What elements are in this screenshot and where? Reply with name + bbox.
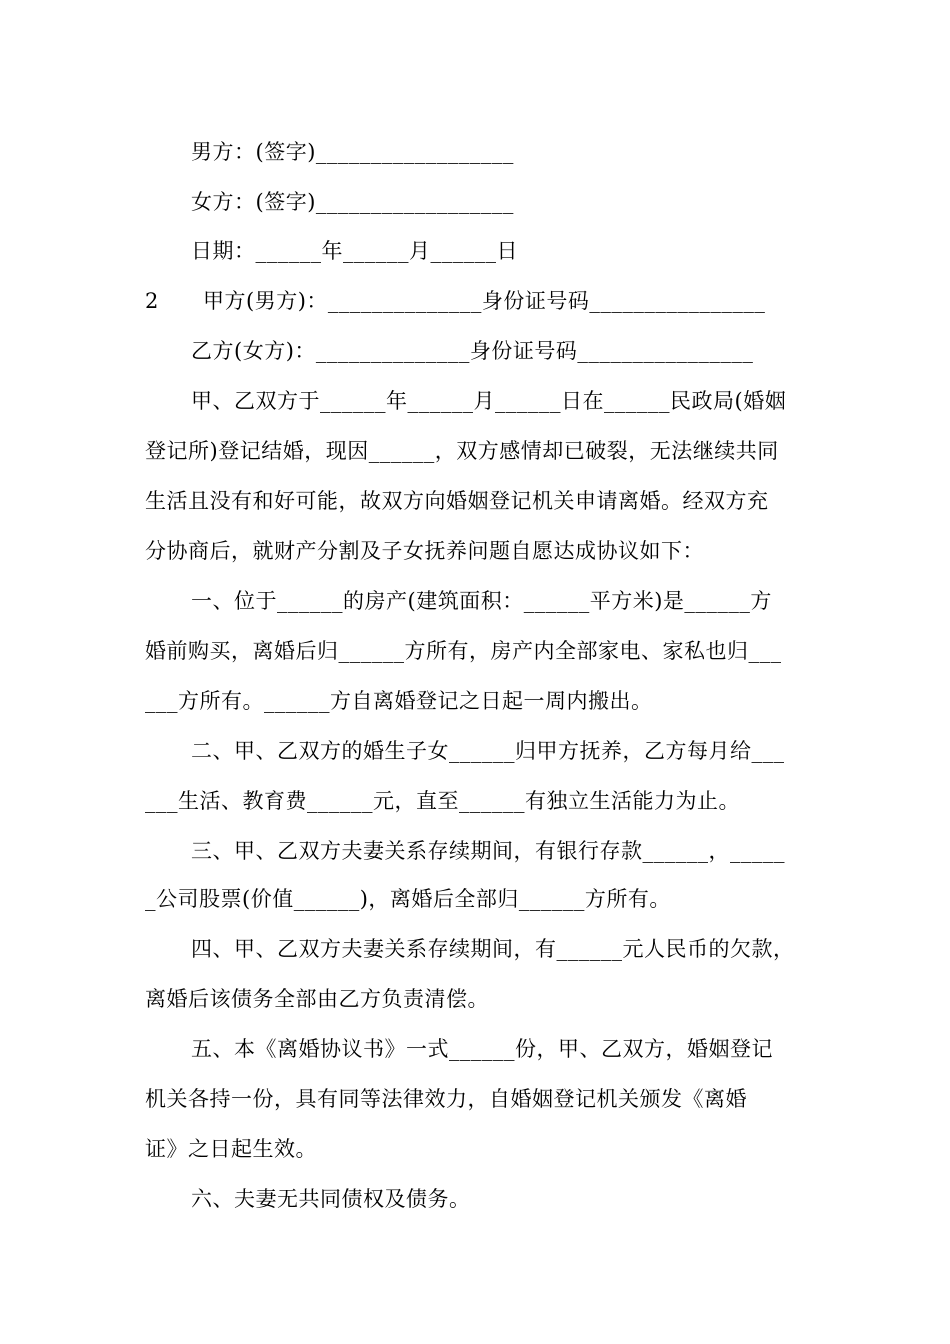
clause-1-line-1: 一、位于______的房产(建筑面积：______平方米)是______方 [191, 589, 772, 613]
clause-2-line-2: ___生活、教育费______元，直至______有独立生活能力为止。 [145, 789, 740, 813]
clause-3-line-2: _公司股票(价值______)，离婚后全部归______方所有。 [145, 887, 671, 911]
male-signature-line: 男方：(签字)__________________ [191, 140, 514, 164]
clause-3-line-1: 三、甲、乙双方夫妻关系存续期间，有银行存款______，_____ [191, 839, 785, 863]
clause-1-line-3: ___方所有。______方自离婚登记之日起一周内搬出。 [145, 689, 653, 713]
party-a-text: 甲方(男方)：______________身份证号码________________ [203, 289, 766, 313]
paragraph-intro-line-3: 生活且没有和好可能，故双方向婚姻登记机关申请离婚。经双方充 [145, 489, 769, 513]
section-number: 2 [145, 289, 159, 313]
paragraph-intro-line-1: 甲、乙双方于______年______月______日在______民政局(婚姻 [191, 389, 787, 413]
clause-4-line-2: 离婚后该债务全部由乙方负责清偿。 [145, 987, 489, 1011]
female-signature-line: 女方：(签字)__________________ [191, 190, 514, 214]
clause-5-line-3: 证》之日起生效。 [145, 1137, 317, 1161]
clause-5-line-2: 机关各持一份，具有同等法律效力，自婚姻登记机关颁发《离婚 [145, 1087, 747, 1111]
clause-2-line-1: 二、甲、乙双方的婚生子女______归甲方抚养，乙方每月给___ [191, 739, 785, 763]
clause-6-line-1: 六、夫妻无共同债权及债务。 [191, 1187, 471, 1211]
paragraph-intro-line-2: 登记所)登记结婚，现因______，双方感情却已破裂，无法继续共同 [145, 439, 779, 463]
clause-5-line-1: 五、本《离婚协议书》一式______份，甲、乙双方，婚姻登记 [191, 1037, 773, 1061]
date-line: 日期：______年______月______日 [191, 239, 518, 263]
party-b-line: 乙方(女方)：______________身份证号码________________ [191, 339, 754, 363]
party-a-line [0, 286, 950, 316]
clause-4-line-1: 四、甲、乙双方夫妻关系存续期间，有______元人民币的欠款， [191, 937, 795, 961]
paragraph-intro-line-4: 分协商后，就财产分割及子女抚养问题自愿达成协议如下： [145, 539, 704, 563]
clause-1-line-2: 婚前购买，离婚后归______方所有，房产内全部家电、家私也归___ [145, 639, 782, 663]
